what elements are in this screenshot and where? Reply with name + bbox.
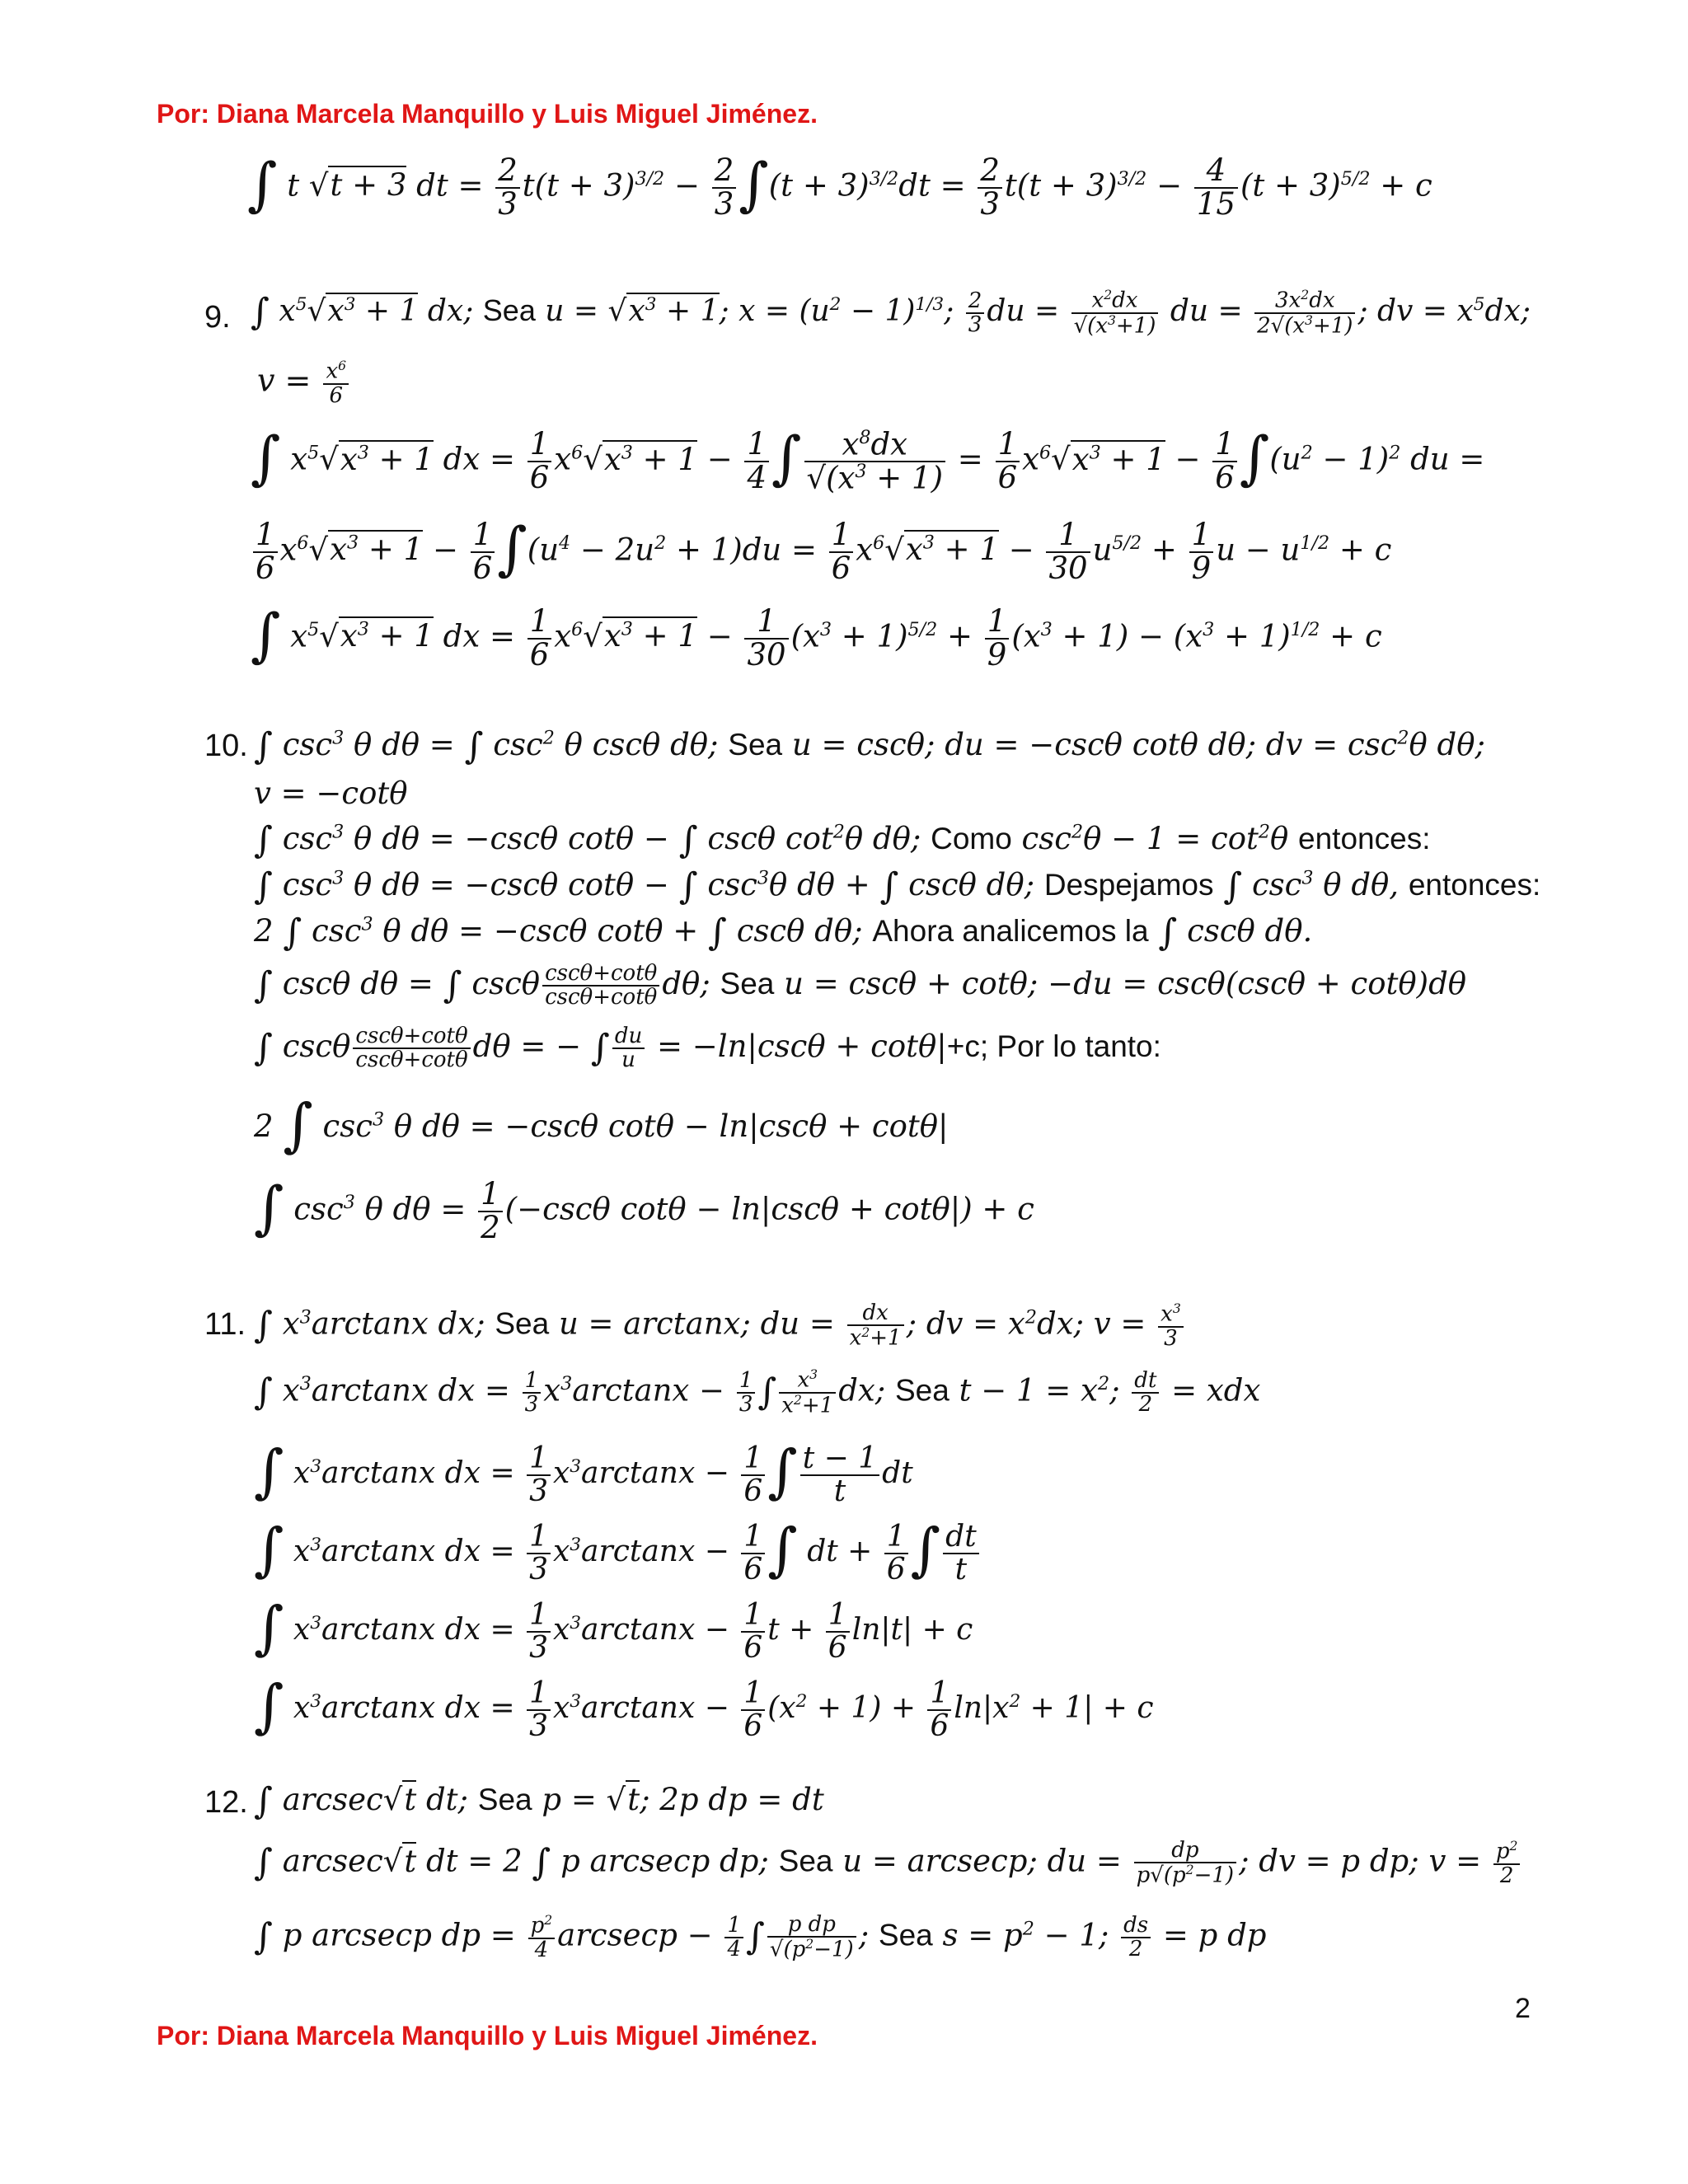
equation-line: ∫ arcsec√t dt; Sea p = √t; 2p dp = dt — [254, 1780, 824, 1822]
equation-line: ∫ t √t + 3 dt = $\frac{2}{3}$ $t(t + 3)^{3/2}$ − $\frac{2}{3}$ $\int(t + 3)^{3/2}dt$ = $\frac{2}{3}$ $t(t + 3)^{3/2}$ − $\frac{4}{15}$ $(t + 3)^{5/2} + c$ — [247, 150, 1432, 222]
equation-line: ∫ $\csc^3 \theta$ dθ = −cscθ cotθ − ∫ $\csc^3\theta$ dθ + ∫ cscθ dθ; Despejamos ∫ $\csc^3 \theta$ dθ, entonces: — [254, 865, 1541, 907]
equation-line: ∫ cscθ $\frac{\csc\theta+\cot\theta}{\csc\theta+\cot\theta}$ dθ = − ∫ $\frac{du}{u}$ = −ln|cscθ + cotθ|+c; Por lo tanto: — [254, 1024, 1161, 1073]
equation-line: ∫ $x^5√x^3 + 1$ dx = $\frac{1}{6}$ $x^6√x^3 + 1$ − $\frac{1}{30}$ $(x^3 + 1)^{5/2}$ + $\frac{1}{9}$ $(x^3 + 1) - (x^3 + 1)^{1/2} + c$ — [251, 601, 1382, 673]
problem-number: 10. — [204, 729, 248, 763]
footer-author-line: Por: Diana Marcela Manquillo y Luis Miguel Jiménez. — [157, 2021, 818, 2050]
equation-line: ∫ $x^5√x^3 + 1$ dx = $\frac{1}{6}$ $x^6√x^3 + 1$ − $\frac{1}{4}$ ∫ $\frac{x^8dx}{√(x^3 + 1)}$ = $\frac{1}{6}$ $x^6√x^3 + 1$ − $\frac{1}{6}$ $\int(u^2 - 1)^2$ du = — [251, 424, 1485, 496]
equation-line: ∫ cscθ dθ = ∫ cscθ $\frac{\csc\theta+\cot\theta}{\csc\theta+\cot\theta}$ dθ; Sea u = cscθ + cotθ; −du = cscθ(cscθ + cotθ)dθ — [254, 961, 1467, 1010]
equation-line: ∫ $\csc^3 \theta$ dθ = −cscθ cotθ − ∫ cscθ $\cot^2\theta$ dθ; Como $\csc^2\theta - 1 = \cot^2\theta$ entonces: — [254, 819, 1431, 861]
equation-line: 2 ∫ $\csc^3 \theta$ dθ = −cscθ cotθ − ln|cscθ + cotθ| — [254, 1091, 949, 1159]
equation-line: ∫ $\csc^3 \theta$ dθ = $\frac{1}{2}$ (−cscθ cotθ − ln|cscθ + cotθ|) + c — [254, 1174, 1034, 1245]
equation-line: ∫ p arcsecp dp = $\frac{p^2}{4}$ arcsecp − $\frac{1}{4}$ ∫ $\frac{\text{p dp}}{√(p^2-1)}$ ; Sea $s = p^2 - 1$; $\frac{ds}{2}$ = p dp — [254, 1912, 1267, 1962]
equation-line: ∫ $x^3\arctan x$ dx = $\frac{1}{3}$ $x^3\arctan x$ − $\frac{1}{3}$ ∫ $\frac{x^3}{x^2+1}$ dx; Sea $t - 1 = x^2$; $\frac{dt}{2}$ = xdx — [254, 1367, 1261, 1418]
equation-line: 2 ∫ $\csc^3 \theta$ dθ = −cscθ cotθ + ∫ cscθ dθ; Ahora analicemos la ∫ cscθ dθ. — [254, 912, 1313, 954]
equation-line: ∫ $\csc^3 \theta$ dθ = ∫ $\csc^2 \theta$ cscθ dθ; Sea u = cscθ; du = −cscθ cotθ dθ; dv = $\csc^2\theta$ dθ; — [254, 725, 1485, 767]
problem-number: 11. — [204, 1307, 246, 1342]
header-author-line: Por: Diana Marcela Manquillo y Luis Miguel Jiménez. — [157, 99, 818, 129]
equation-line: ∫ $x^3\arctan x$ dx = $\frac{1}{3}$ $x^3\arctan x$ − $\frac{1}{6}$ t + $\frac{1}{6}$ ln|t| + c — [254, 1594, 973, 1665]
equation-line: ∫ $x^5√x^3 + 1$ dx; Sea $u = √x^3 + 1$; $x = (u^2 - 1)^{1/3}$; $\frac{2}{3}$ du = $\frac{x^2dx}{√(x^3+1)}$ du = $\frac{3x^2dx}{2√(x^3+1)}$ ; dv = $x^5dx$; — [251, 288, 1531, 339]
problem-number: 12. — [204, 1785, 248, 1820]
equation-line: $\frac{1}{6}$ $x^6√x^3 + 1$ − $\frac{1}{6}$ $\int(u^4 - 2u^2 + 1)du$ = $\frac{1}{6}$ $x^6√x^3 + 1$ − $\frac{1}{30}$ $u^{5/2}$ + $\frac{1}{9}$ $u - u^{1/2} + c$ — [251, 519, 1391, 585]
equation-line: v = −cotθ — [254, 776, 408, 811]
equation-line: ∫ arcsec√t dt = 2 ∫ p arcsecp dp; Sea u = arcsecp; du = $\frac{dp}{p√(p^2-1)}$ ; dv = p dp; v = $\frac{p^2}{2}$ — [254, 1840, 1522, 1887]
equation-line: ∫ $x^3\arctan x$ dx = $\frac{1}{3}$ $x^3\arctan x$ − $\frac{1}{6}$ ∫ dt + $\frac{1}{6}$ ∫ $\frac{dt}{t}$ — [254, 1521, 982, 1586]
problem-number: 9. — [204, 300, 231, 335]
equation-line: ∫ $x^3\arctan x$ dx; Sea u = arctanx; du = $\frac{dx}{x^2+1}$ ; dv = $x^2dx$; v = $\frac{x^3}{3}$ — [254, 1302, 1186, 1350]
equation-line: ∫ $x^3\arctan x$ dx = $\frac{1}{3}$ $x^3\arctan x$ − $\frac{1}{6}$ ∫ $\frac{t - 1}{t}$ dt — [254, 1437, 913, 1508]
page-number: 2 — [1515, 1993, 1531, 2024]
equation-line: v = $\frac{x^6}{6}$ — [257, 359, 351, 407]
equation-line: ∫ $x^3\arctan x$ dx = $\frac{1}{3}$ $x^3\arctan x$ − $\frac{1}{6}$ $(x^2 + 1)$ + $\frac{1}{6}$ $\ln|x^2 + 1| + c$ — [254, 1672, 1154, 1743]
